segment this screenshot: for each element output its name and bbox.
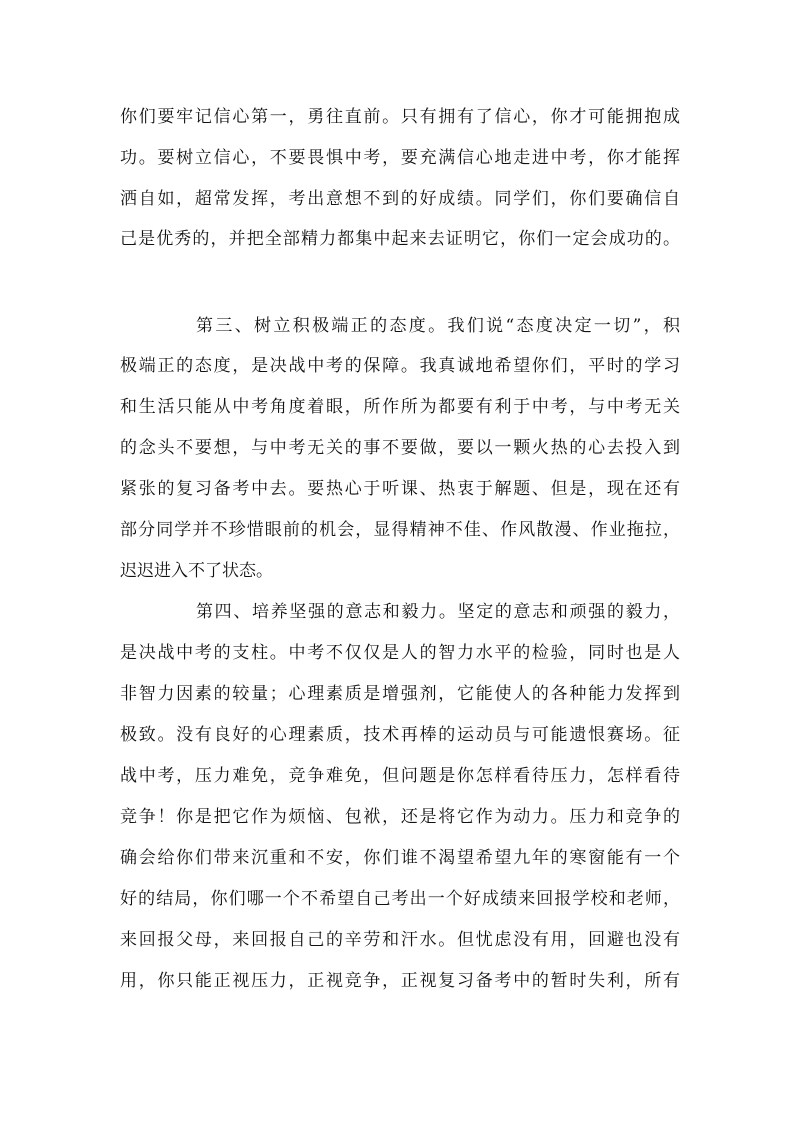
paragraph-3-line-5: 战中考，压力难免，竞争难免，但问题是你怎样看待压力，怎样看待 [120, 766, 680, 786]
paragraph-3-line-3: 非智力因素的较量；心理素质是增强剂，它能使人的各种能力发挥到 [120, 684, 680, 704]
paragraph-2-line-2: 极端正的态度，是决战中考的保障。我真诚地希望你们，平时的学习 [120, 356, 680, 376]
paragraph-3-line-8: 好的结局，你们哪一个不希望自己考出一个好成绩来回报学校和老师， [120, 889, 680, 909]
paragraph-3-line-7: 确会给你们带来沉重和不安，你们谁不渴望希望九年的寒窗能有一个 [120, 848, 680, 868]
paragraph-3-line-9: 来回报父母，来回报自己的辛劳和汗水。但忧虑没有用，回避也没有 [120, 930, 680, 950]
paragraph-3-line-2: 是决战中考的支柱。中考不仅仅是人的智力水平的检验，同时也是人 [120, 643, 680, 663]
paragraph-2-line-6: 部分同学并不珍惜眼前的机会，显得精神不佳、作风散漫、作业拖拉， [120, 520, 680, 540]
paragraph-2-line-5: 紧张的复习备考中去。要热心于听课、热衷于解题、但是，现在还有 [120, 479, 680, 499]
paragraph-3-line-1: 第四、培养坚强的意志和毅力。坚定的意志和顽强的毅力， [196, 602, 680, 622]
paragraph-3-line-4: 极致。没有良好的心理素质，技术再棒的运动员与可能遗恨赛场。征 [120, 725, 680, 745]
paragraph-1-line-3: 洒自如，超常发挥，考出意想不到的好成绩。同学们，你们要确信自 [120, 189, 680, 209]
paragraph-2-line-7: 迟迟进入不了状态。 [120, 561, 273, 581]
paragraph-2-line-1: 第三、树立积极端正的态度。我们说“态度决定一切”，积 [196, 316, 680, 336]
paragraph-1-line-4: 己是优秀的，并把全部精力都集中起来去证明它，你们一定会成功的。 [120, 229, 680, 249]
paragraph-3-line-6: 竞争！你是把它作为烦恼、包袱，还是将它作为动力。压力和竞争的 [120, 807, 680, 827]
paragraph-2-line-3: 和生活只能从中考角度着眼，所作所为都要有利于中考，与中考无关 [120, 397, 680, 417]
paragraph-3-line-10: 用，你只能正视压力，正视竞争，正视复习备考中的暂时失利，所有 [120, 971, 680, 991]
paragraph-1-line-1: 你们要牢记信心第一，勇往直前。只有拥有了信心，你才可能拥抱成 [120, 107, 680, 127]
paragraph-2-line-4: 的念头不要想，与中考无关的事不要做，要以一颗火热的心去投入到 [120, 438, 680, 458]
paragraph-1-line-2: 功。要树立信心，不要畏惧中考，要充满信心地走进中考，你才能挥 [120, 148, 680, 168]
